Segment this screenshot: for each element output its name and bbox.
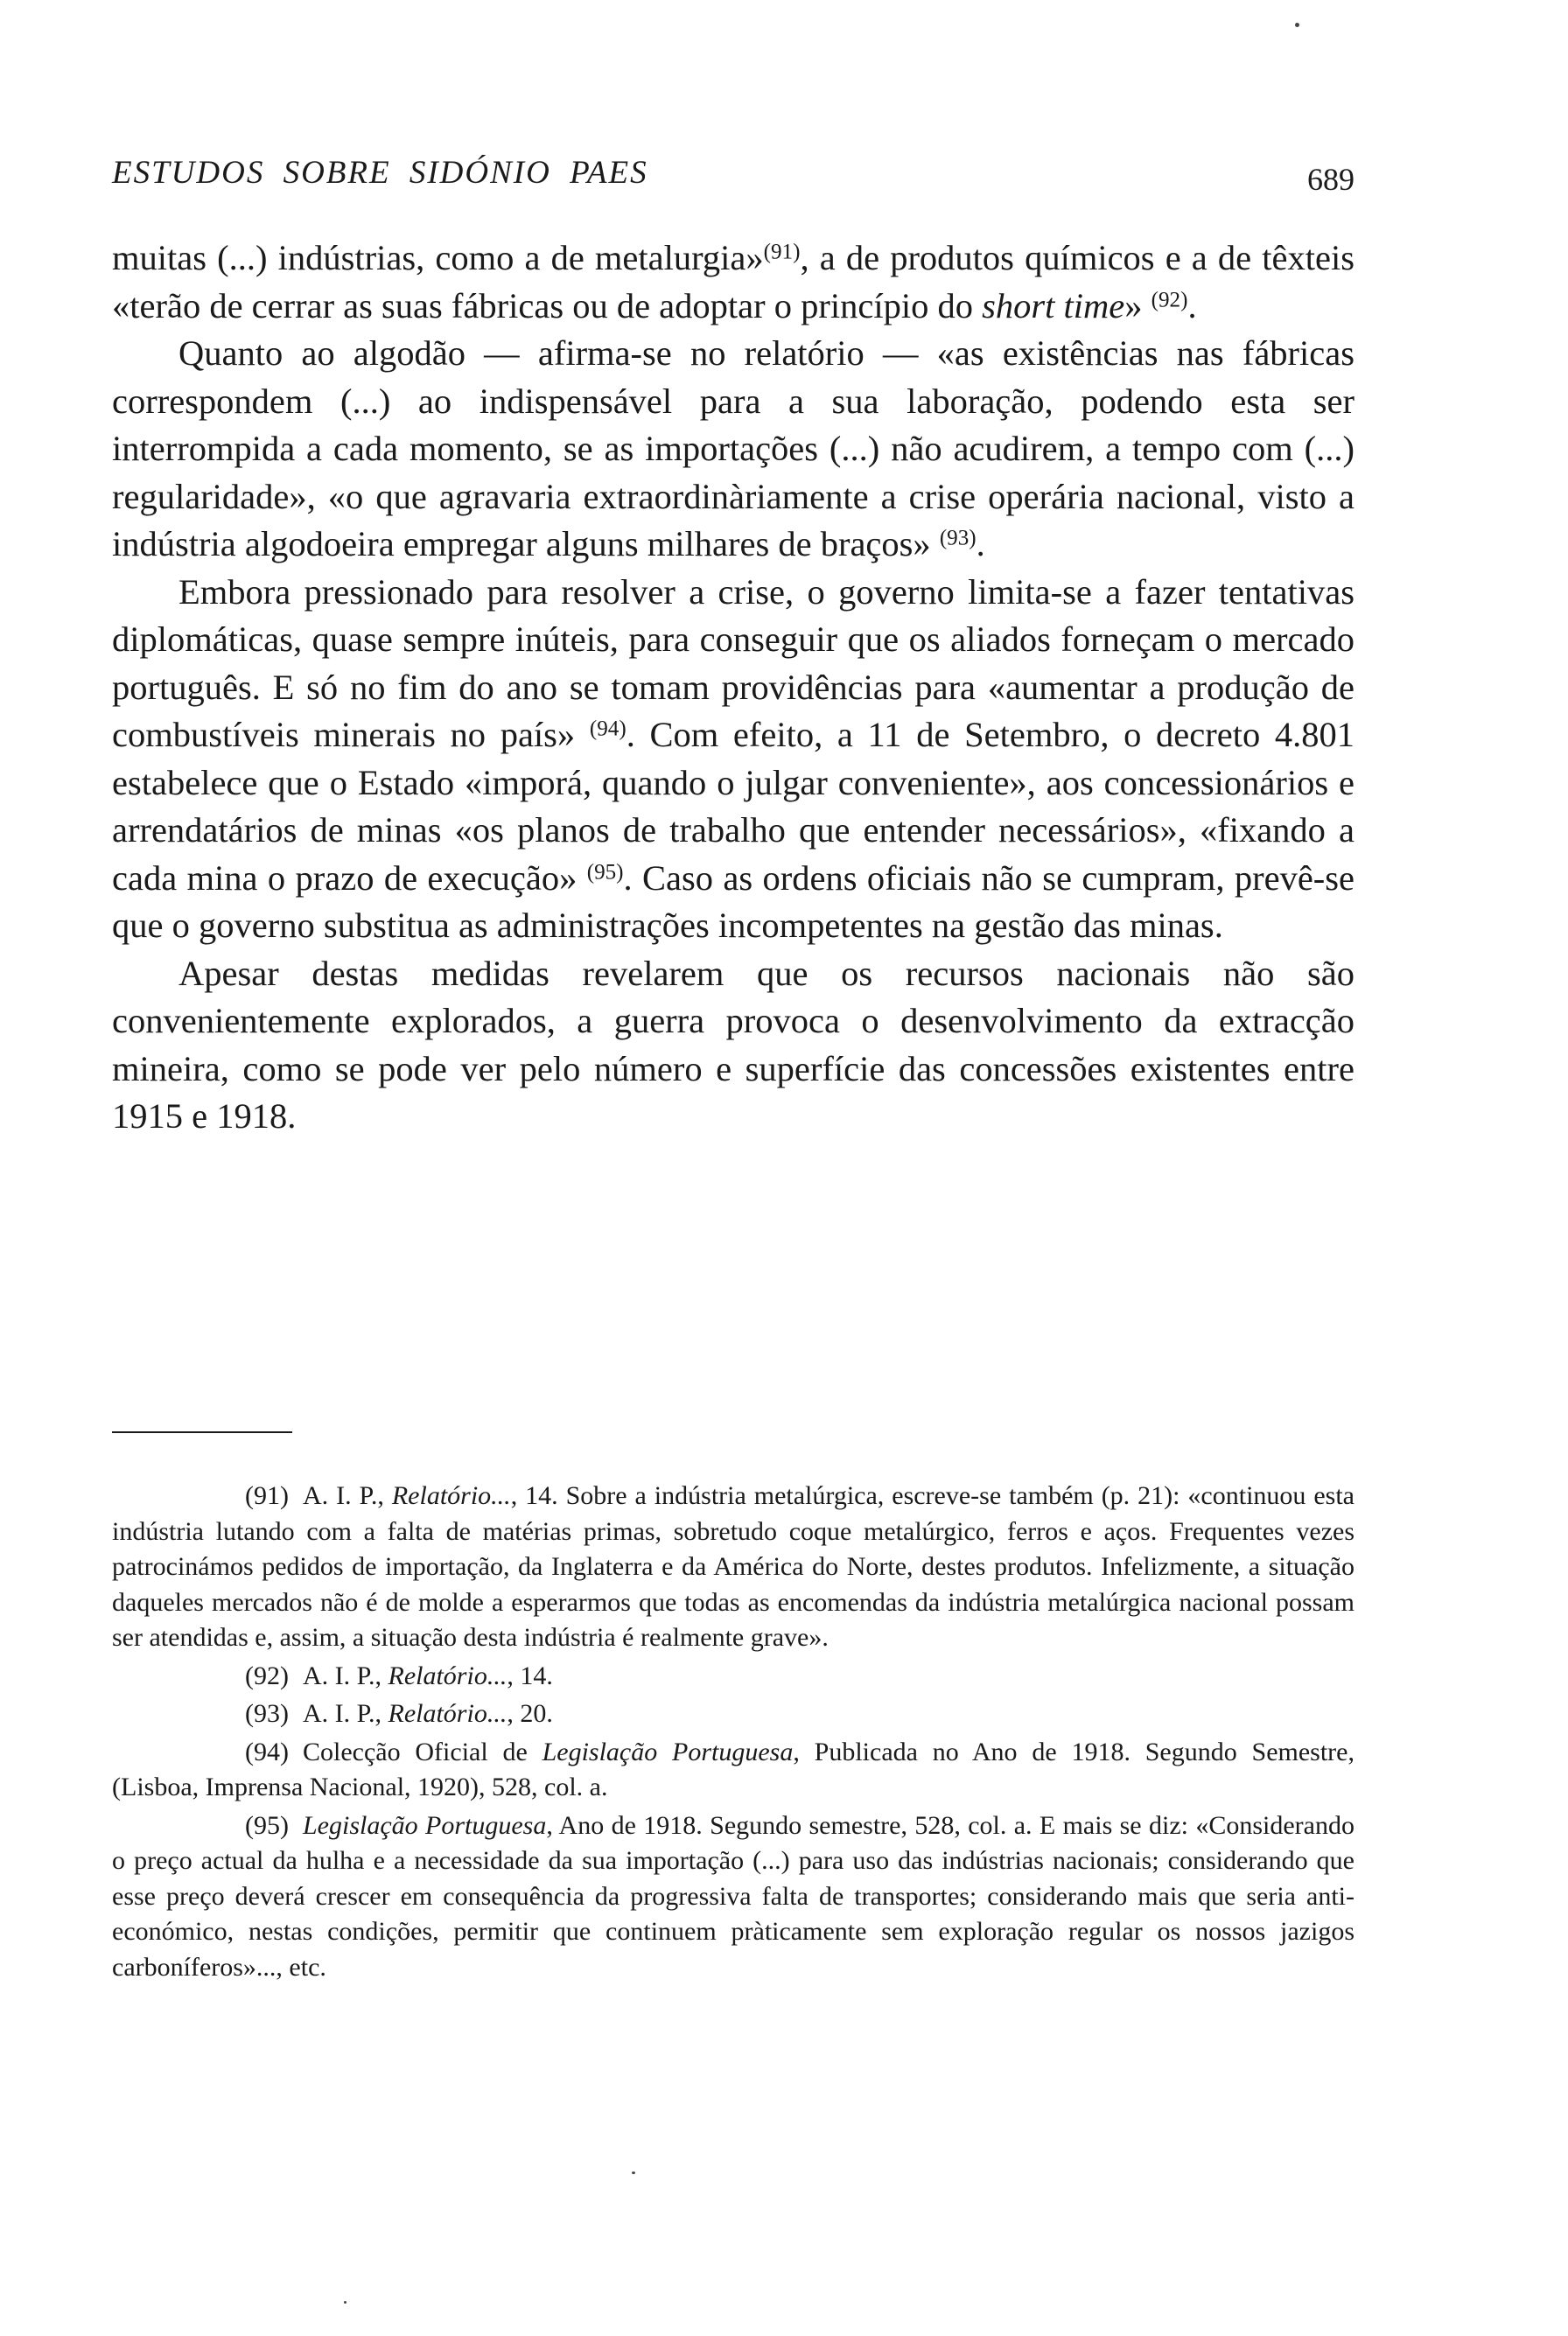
paragraph-2 bbox=[112, 330, 1354, 569]
scan-speck bbox=[344, 2301, 346, 2304]
paragraph-3-text-cont: . Com efeito, a 11 de Setembro, o decreto 4.801 estabelece que o Estado «imporá, quando o julgar conveniente», aos concessionários e arrendatários de minas «os planos de trabalho que entender necessários», «fixando a cada mina o prazo de execução» bbox=[112, 715, 1354, 898]
running-header bbox=[112, 154, 1354, 198]
footnote-number: (92) bbox=[245, 1661, 289, 1690]
paragraph-1-italic: short time bbox=[982, 285, 1125, 325]
footnote-ref-94: (94) bbox=[589, 717, 626, 741]
footnotes bbox=[112, 1479, 1354, 1988]
paragraph-1-quote-close: » bbox=[1124, 285, 1152, 325]
book-page bbox=[112, 0, 1354, 2336]
footnote-ref-92: (92) bbox=[1151, 287, 1188, 311]
footnote-text: Colecção Oficial de bbox=[302, 1737, 542, 1766]
footnote-text-cont: , 14. bbox=[507, 1661, 553, 1690]
footnote-italic: Legislação Portuguesa bbox=[302, 1810, 547, 1840]
footnote-number: (91) bbox=[245, 1481, 289, 1510]
footnote-95 bbox=[112, 1808, 1354, 1986]
footnote-separator bbox=[112, 1431, 292, 1433]
footnote-ref-93: (93) bbox=[939, 526, 976, 550]
main-text bbox=[112, 234, 1354, 1141]
paragraph-3-end: . Caso as ordens oficiais não se cumpram, prevê-se que o governo substitua as administrações incompetentes na gestão das minas. bbox=[112, 857, 1355, 945]
paragraph-1-end: . bbox=[1187, 285, 1197, 325]
paragraph-1-text-cont: , a de produtos químicos e a de têxteis «terão de cerrar as suas fábricas ou de adoptar o princípio do bbox=[112, 238, 1354, 325]
page-number: 689 bbox=[1307, 162, 1354, 197]
scan-speck bbox=[632, 2172, 635, 2174]
paragraph-2-text: Quanto ao algodão — afirma-se no relatório — «as existências nas fábricas correspondem (...) ao indispensável para a sua laboração, podendo esta ser interrompida a cada momento, se as importações (...) não acudirem, a tempo com (...) regularidade», «o que agravaria extraordinàriamente a crise operária nacional, visto a indústria algodoeira empregar alguns milhares de braços» bbox=[112, 333, 1354, 563]
footnote-italic: Legislação Portuguesa bbox=[542, 1737, 794, 1766]
footnote-92 bbox=[112, 1659, 1354, 1695]
footnote-number: (95) bbox=[245, 1810, 289, 1840]
paragraph-4: Apesar destas medidas revelarem que os recursos nacionais não são convenientemente explorados, a guerra provoca o desenvolvimento da extracção mineira, como se pode ver pelo número e superfície das concessões existentes entre 1915 e 1918. bbox=[112, 953, 1354, 1136]
paragraph-3 bbox=[112, 569, 1354, 950]
footnote-text: A. I. P., bbox=[302, 1661, 388, 1690]
footnote-text: A. I. P., bbox=[302, 1481, 392, 1510]
footnote-ref-95: (95) bbox=[586, 859, 624, 884]
footnote-number: (94) bbox=[245, 1737, 289, 1766]
footnote-text: A. I. P., bbox=[302, 1699, 388, 1728]
running-title: ESTUDOS SOBRE SIDÓNIO PAES bbox=[112, 155, 648, 191]
footnote-93 bbox=[112, 1696, 1354, 1732]
paragraph-3-text: Embora pressionado para resolver a crise, o governo limita-se a fazer tentativas diplomáticas, quase sempre inúteis, para conseguir que os aliados forneçam o mercado português. E só no fim do ano se tomam providências para «aumentar a produção de combustíveis minerais no país» bbox=[112, 571, 1354, 754]
paragraph-1-text: muitas (...) indústrias, como a de metalurgia» bbox=[112, 238, 764, 277]
footnote-91 bbox=[112, 1479, 1354, 1656]
footnote-italic: Relatório... bbox=[391, 1481, 511, 1510]
paragraph-2-end: . bbox=[976, 524, 985, 563]
footnote-text-cont: , 14. Sobre a indústria metalúrgica, escreve-se também (p. 21): «continuou esta indústria lutando com a falta de matérias primas, sobretudo coque metalúrgico, ferros e aços. Frequentes vezes patrocinámos pedidos de importação, da Inglaterra e da América do Norte, destes produtos. Infelizmente, a situação daqueles mercados não é de molde a esperarmos que todas as encomendas da indústria metalúrgica nacional possam ser atendidas e, assim, a situação desta indústria é realmente grave». bbox=[112, 1481, 1354, 1652]
paragraph-1 bbox=[112, 234, 1354, 330]
footnote-ref-91: (91) bbox=[763, 240, 801, 264]
footnote-italic: Relatório... bbox=[388, 1699, 508, 1728]
footnote-text-cont: , Ano de 1918. Segundo semestre, 528, col. a. E mais se diz: «Considerando o preço actual da hulha e a necessidade da sua importação (...) para uso das indústrias nacionais; considerando que esse preço deverá crescer em consequência da progressiva falta de transportes; considerando mais que seria anti-económico, nestas condições, permitir que continuem pràticamente sem exploração regular os nossos jazigos carboníferos»..., etc. bbox=[112, 1810, 1354, 1982]
scan-speck bbox=[1295, 23, 1299, 27]
footnote-94 bbox=[112, 1735, 1354, 1806]
footnote-text-cont: , Publicada no Ano de 1918. Segundo Semestre, (Lisboa, Imprensa Nacional, 1920), 528, col. a. bbox=[112, 1737, 1354, 1801]
footnote-italic: Relatório... bbox=[388, 1661, 508, 1690]
footnote-text-cont: , 20. bbox=[507, 1699, 553, 1728]
footnote-number: (93) bbox=[245, 1699, 289, 1728]
